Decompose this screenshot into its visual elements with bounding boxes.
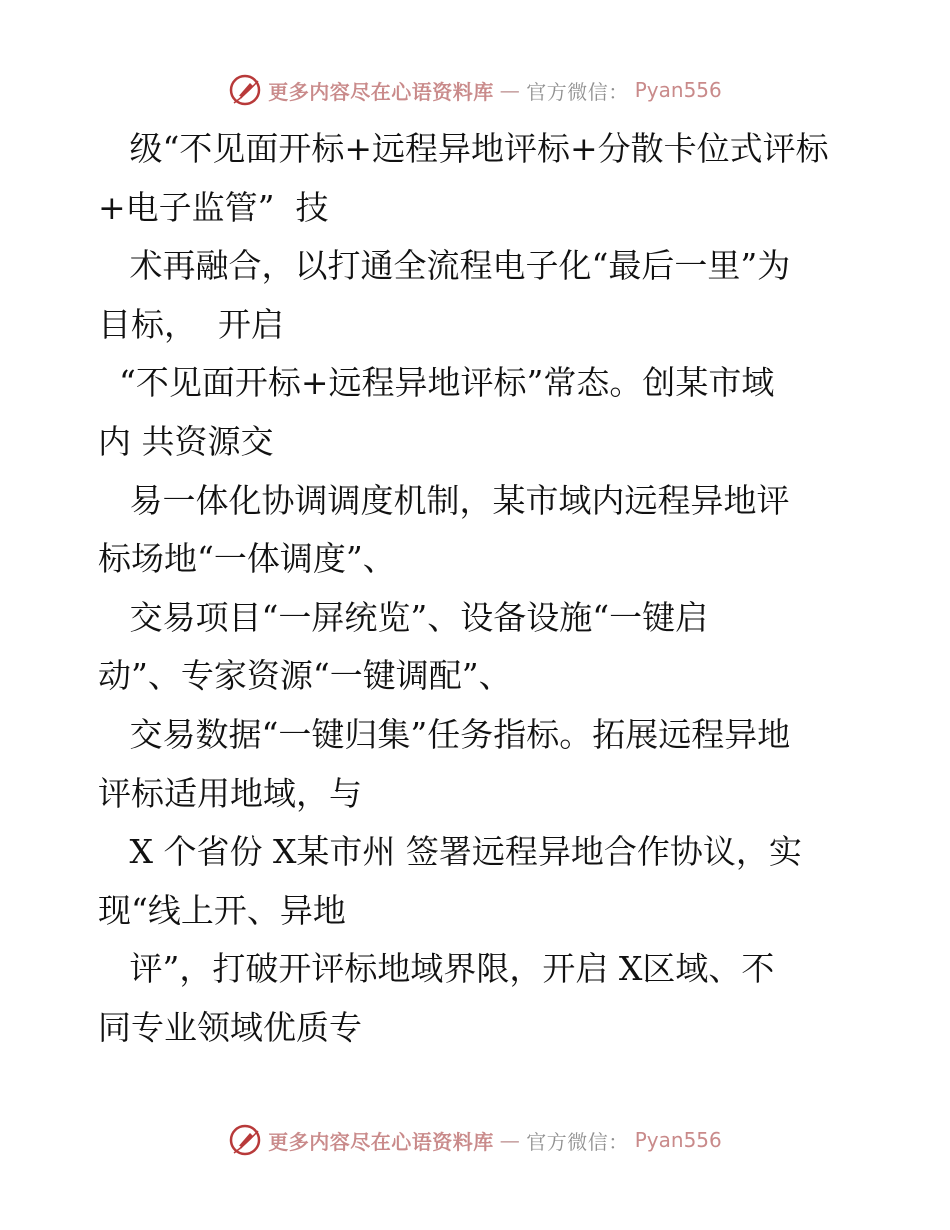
text-line: 易一体化协调调度机制，某市域内远程异地评 bbox=[98, 480, 790, 520]
text-line: 动”、专家资源“一键调配”、 bbox=[98, 656, 512, 696]
text-line: 术再融合，以打通全流程电子化“最后一里”为 bbox=[98, 246, 791, 286]
text-line: +电子监管” 技 bbox=[98, 187, 329, 227]
banner-wechat-account: Pyan556 bbox=[634, 78, 722, 102]
banner-separator: — bbox=[499, 1128, 521, 1152]
banner-brand-text: 更多内容尽在心语资料库 bbox=[268, 1129, 494, 1154]
text-line: 级“不见面开标+远程异地评标+分散卡位式评标 bbox=[98, 129, 829, 168]
footer-banner bbox=[0, 1120, 950, 1160]
banner-wechat-label: 官方微信： bbox=[526, 1129, 629, 1154]
banner-wechat-label: 官方微信： bbox=[526, 79, 629, 104]
text-line: “不见面开标+远程异地评标”常态。创某市域 bbox=[98, 363, 775, 403]
text-line: 交易项目“一屏统览”、设备设施“一键启 bbox=[98, 597, 709, 637]
text-line: 标场地“一体调度”、 bbox=[98, 539, 396, 579]
text-line: 评标适用地域，与 bbox=[98, 773, 362, 813]
banner-wechat-account: Pyan556 bbox=[634, 1128, 722, 1152]
document-body bbox=[98, 120, 858, 1058]
pen-nib-logo-icon bbox=[228, 1123, 262, 1157]
banner-separator: — bbox=[499, 78, 521, 102]
header-banner bbox=[0, 70, 950, 110]
text-line: 同专业领域优质专 bbox=[98, 1007, 362, 1047]
text-line: X 个省份 X某市州 签署远程异地合作协议，实 bbox=[98, 832, 802, 872]
text-line: 内 共资源交 bbox=[98, 421, 274, 461]
banner-brand-text: 更多内容尽在心语资料库 bbox=[268, 79, 494, 104]
text-line: 现“线上开、异地 bbox=[98, 890, 346, 930]
text-line: 交易数据“一键归集”任务指标。拓展远程异地 bbox=[98, 714, 791, 754]
text-line: 目标， 开启 bbox=[98, 304, 284, 344]
pen-nib-logo-icon bbox=[228, 73, 262, 107]
text-line: 评”，打破开评标地域界限，开启 X区域、不 bbox=[98, 949, 775, 989]
